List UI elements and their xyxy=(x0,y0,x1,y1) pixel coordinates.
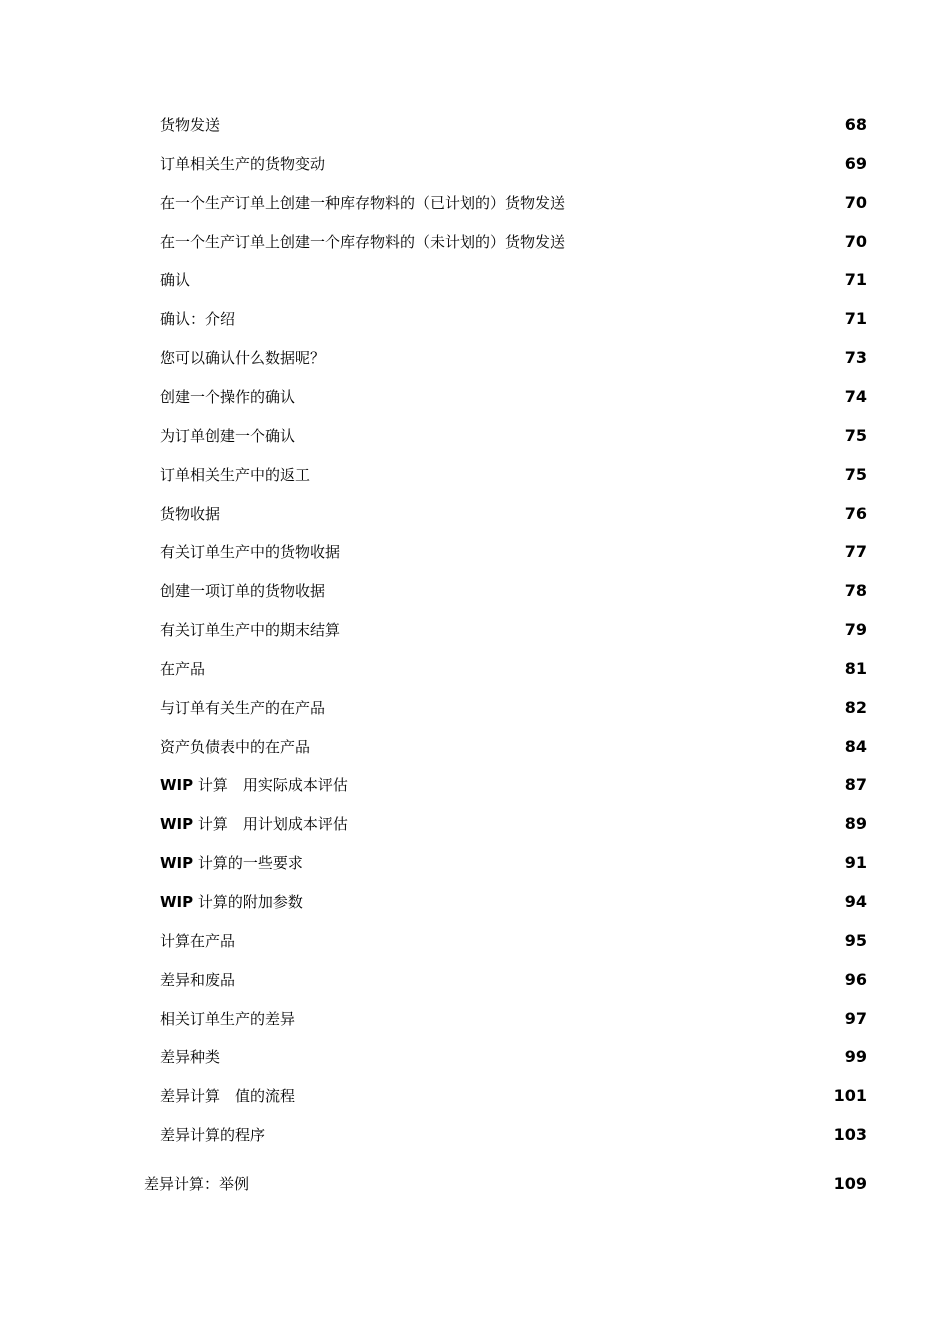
toc-entry[interactable] xyxy=(160,929,867,953)
toc-entry-title xyxy=(160,735,310,759)
toc-entry-page-number: 97 xyxy=(844,1008,867,1028)
toc-entry-title-text: 在产品 xyxy=(160,659,206,678)
toc-entry-title-text: 资产负债表中的在产品 xyxy=(160,737,311,756)
toc-entry-page-number: 87 xyxy=(844,775,867,795)
toc-entry[interactable] xyxy=(160,851,867,875)
toc-entry-page-number: 99 xyxy=(844,1047,867,1067)
toc-entry[interactable] xyxy=(160,735,867,759)
toc-entry[interactable] xyxy=(160,540,867,564)
toc-entry-title xyxy=(160,929,235,953)
toc-entry[interactable] xyxy=(160,1045,867,1069)
toc-entry[interactable] xyxy=(160,307,867,331)
toc-entry[interactable] xyxy=(160,696,867,720)
toc-entry-title xyxy=(160,968,235,992)
toc-entry-title-text: 计算 用实际成本评估 xyxy=(193,776,348,795)
toc-entry-title xyxy=(160,579,325,603)
toc-entry-title-text: 计算的一些要求 xyxy=(193,854,303,873)
toc-entry-page-number: 84 xyxy=(844,736,867,756)
toc-entry-title xyxy=(160,1084,295,1108)
toc-entry-page-number: 89 xyxy=(844,814,867,834)
toc-entry-page-number: 70 xyxy=(844,231,867,251)
toc-entry-title-text: 在一个生产订单上创建一种库存物料的（已计划的）货物发送 xyxy=(160,193,566,212)
toc-entry-title xyxy=(160,890,303,914)
toc-entry-title-text: 创建一项订单的货物收据 xyxy=(160,582,326,601)
toc-entry-page-number: 73 xyxy=(844,348,867,368)
toc-entry-title-text: 有关订单生产中的期末结算 xyxy=(160,621,341,640)
toc-entry[interactable] xyxy=(160,773,867,797)
toc-entry-title xyxy=(160,113,220,137)
toc-entry-page-number: 81 xyxy=(844,658,867,678)
toc-entry-title-text: 订单相关生产中的返工 xyxy=(160,465,311,484)
toc-entry-title xyxy=(160,812,348,836)
toc-entry-page-number: 69 xyxy=(844,153,867,173)
toc-entry[interactable] xyxy=(160,385,867,409)
toc-entry[interactable] xyxy=(160,968,867,992)
toc-entry-title xyxy=(160,1045,220,1069)
toc-entry-page-number: 95 xyxy=(844,930,867,950)
toc-entry-title-text: 计算的附加参数 xyxy=(193,893,303,911)
toc-entry-title-text: 差异和废品 xyxy=(160,970,236,989)
toc-entry-title xyxy=(160,307,235,331)
toc-entry[interactable] xyxy=(160,230,867,254)
toc-entry-title xyxy=(160,424,295,448)
toc-entry-title-text: 与订单有关生产的在产品 xyxy=(160,698,326,717)
toc-entry-title-text: 差异计算：举例 xyxy=(144,1175,250,1193)
toc-entry-title-text: 货物收据 xyxy=(160,504,221,523)
toc-entry[interactable] xyxy=(160,657,867,681)
toc-entry[interactable] xyxy=(160,268,867,292)
toc-entry-title xyxy=(160,152,325,176)
toc-entry[interactable] xyxy=(160,424,867,448)
toc-entry-title-text: 差异计算 值的流程 xyxy=(160,1087,296,1106)
toc-entry-title xyxy=(160,502,220,526)
toc-entry-title xyxy=(144,1172,249,1196)
toc-entry-title-text: 确认：介绍 xyxy=(160,310,236,329)
toc-entry-title-text: 在一个生产订单上创建一个库存物料的（未计划的）货物发送 xyxy=(160,232,566,251)
toc-entry[interactable] xyxy=(160,463,867,487)
toc-entry-title xyxy=(160,1123,265,1147)
toc-entry-title-text: 计算在产品 xyxy=(160,931,236,950)
toc-entry-title-prefix: WIP xyxy=(160,815,194,834)
toc-entry-title xyxy=(160,191,565,215)
toc-entry-page-number: 75 xyxy=(844,464,867,484)
toc-entry[interactable] xyxy=(160,1084,867,1108)
toc-entry-title-text: 您可以确认什么数据呢？ xyxy=(160,349,326,368)
toc-entry-page-number: 68 xyxy=(844,115,867,134)
toc-entry[interactable] xyxy=(160,1007,867,1031)
toc-entry-title xyxy=(160,346,325,370)
toc-entry-title-text: 计算 用计划成本评估 xyxy=(193,815,348,834)
toc-entry[interactable] xyxy=(160,1123,867,1147)
toc-entry-title-text: 差异种类 xyxy=(160,1048,221,1067)
toc-entry-page-number: 96 xyxy=(844,969,867,989)
toc-entry-title-prefix: WIP xyxy=(160,893,194,911)
toc-entry-title xyxy=(160,773,348,797)
toc-entry-title xyxy=(160,618,340,642)
toc-entry-title-text: 有关订单生产中的货物收据 xyxy=(160,543,341,562)
toc-entry[interactable] xyxy=(160,618,867,642)
toc-entry-title-text: 货物发送 xyxy=(160,116,221,134)
toc-entry[interactable] xyxy=(144,1172,867,1196)
toc-entry[interactable] xyxy=(160,812,867,836)
toc-entry-title xyxy=(160,851,303,875)
toc-entry-title-text: 相关订单生产的差异 xyxy=(160,1009,296,1028)
toc-entry-title xyxy=(160,385,295,409)
toc-entry-title-text: 创建一个操作的确认 xyxy=(160,387,296,406)
toc-entry-title xyxy=(160,268,190,292)
toc-entry-page-number: 109 xyxy=(833,1174,867,1193)
toc-entry-title-prefix: WIP xyxy=(160,854,194,873)
toc-entry[interactable] xyxy=(160,579,867,603)
toc-entry[interactable] xyxy=(160,191,867,215)
toc-entry-title xyxy=(160,540,340,564)
toc-entry-title-text: 差异计算的程序 xyxy=(160,1126,266,1145)
toc-entry-page-number: 71 xyxy=(844,270,867,290)
toc-entry-page-number: 82 xyxy=(844,697,867,717)
toc-entry-page-number: 77 xyxy=(844,542,867,562)
toc-entry-title xyxy=(160,657,205,681)
toc-entry-page-number: 74 xyxy=(844,386,867,406)
toc-entry-title-text: 为订单创建一个确认 xyxy=(160,426,296,445)
toc-entry-page-number: 91 xyxy=(844,853,867,873)
toc-entry-page-number: 94 xyxy=(844,892,867,911)
toc-entry-title-text: 确认 xyxy=(160,271,191,290)
toc-entry-title-text: 订单相关生产的货物变动 xyxy=(160,154,326,173)
toc-entry[interactable] xyxy=(160,890,867,914)
toc-entry[interactable] xyxy=(160,113,867,137)
toc-entry-page-number: 76 xyxy=(844,503,867,523)
toc-entry-page-number: 101 xyxy=(833,1086,867,1106)
toc-entry-title xyxy=(160,463,310,487)
toc-entry-page-number: 75 xyxy=(844,425,867,445)
toc-entry-page-number: 79 xyxy=(844,620,867,640)
toc-entry-title xyxy=(160,230,565,254)
toc-entry[interactable] xyxy=(160,502,867,526)
toc-entry-title xyxy=(160,696,325,720)
toc-entry-title-prefix: WIP xyxy=(160,776,194,795)
toc-entry-title xyxy=(160,1007,295,1031)
toc-entry-page-number: 103 xyxy=(833,1125,867,1145)
toc-entry-page-number: 71 xyxy=(844,309,867,329)
toc-entry-page-number: 78 xyxy=(844,581,867,601)
toc-entry[interactable] xyxy=(160,152,867,176)
toc-entry-page-number: 70 xyxy=(844,192,867,212)
toc-entry[interactable] xyxy=(160,346,867,370)
